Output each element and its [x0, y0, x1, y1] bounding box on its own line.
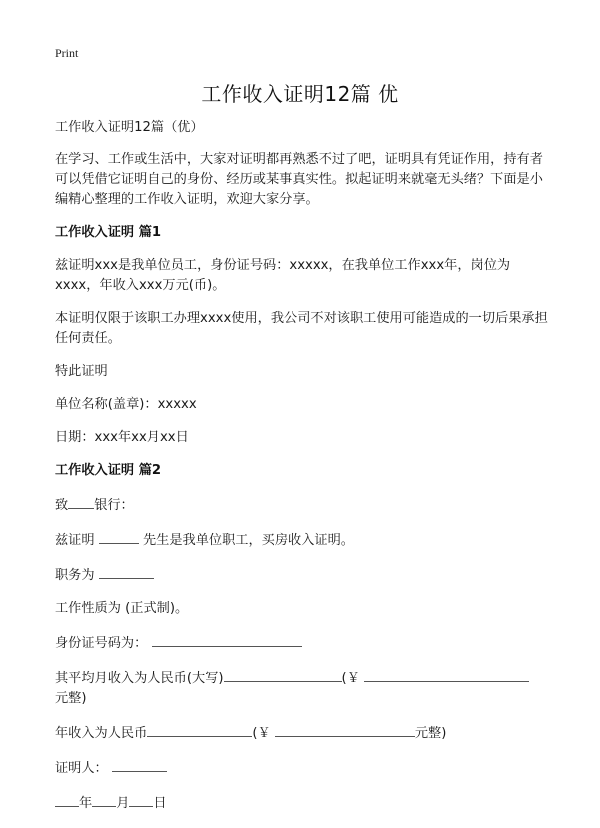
- section2-recipient-line: [55, 494, 550, 516]
- section1-unit-name: 单位名称(盖章)：xxxxx: [55, 397, 197, 412]
- document-body: [55, 118, 550, 827]
- annual-income-words-blank: [147, 722, 252, 737]
- day-blank: [129, 792, 153, 807]
- witness-label: 证明人：: [55, 761, 108, 776]
- month-label: 月: [116, 796, 130, 811]
- intro-paragraph: 在学习、工作或生活中，大家对证明都再熟悉不过了吧，证明具有凭证作用，持有者可以凭借它证明自己的身份、经历或某事真实性。拟起证明来就毫无头绪？下面是小编精心整理的工作收入证明，欢迎大家分享。: [55, 152, 543, 207]
- day-label: 日: [153, 796, 167, 811]
- document-subtitle: 工作收入证明12篇（优）: [55, 120, 204, 135]
- year-label: 年: [79, 796, 93, 811]
- year-blank: [55, 792, 79, 807]
- section2-certify-line: [55, 529, 550, 551]
- section2-id-line: [55, 632, 550, 654]
- print-link[interactable]: Print: [55, 46, 79, 60]
- section2-witness-line: [55, 757, 550, 779]
- bank-name-blank: [68, 494, 94, 509]
- section1-paragraph-2: 本证明仅限于该职工办理xxxx使用，我公司不对该职工使用可能造成的一切后果承担任何责任。: [55, 311, 548, 346]
- position-label: 职务为: [55, 568, 95, 583]
- section1-paragraph-1: 兹证明xxx是我单位员工，身份证号码：xxxxx，在我单位工作xxx年，岗位为xxxx，年收入xxx万元(币)。: [55, 258, 511, 293]
- recipient-prefix: 致: [55, 498, 69, 513]
- monthly-income-words-blank: [224, 667, 342, 682]
- monthly-income-prefix: 其平均月收入为人民币(大写): [55, 671, 224, 686]
- annual-income-figure-blank: [275, 722, 415, 737]
- section1-date: 日期：xxx年xx月xx日: [55, 430, 189, 445]
- section2-date-line: [55, 792, 550, 814]
- month-blank: [92, 792, 116, 807]
- annual-income-prefix: 年收入为人民币: [55, 726, 148, 741]
- section1-heading: 工作收入证明 篇1: [55, 225, 162, 240]
- witness-blank: [112, 757, 167, 772]
- section1-closing: 特此证明: [55, 364, 108, 379]
- section2-monthly-income-line: [55, 667, 550, 709]
- section2-work-nature: 工作性质为 (正式制)。: [55, 601, 189, 616]
- certify-prefix: 兹证明: [55, 533, 95, 548]
- page-title: 工作收入证明12篇 优: [201, 82, 399, 106]
- monthly-income-suffix: 元整): [55, 691, 87, 706]
- position-blank: [99, 564, 154, 579]
- id-number-blank: [152, 632, 302, 647]
- employee-name-blank: [99, 529, 139, 544]
- monthly-yen-open: (￥: [341, 671, 360, 686]
- section2-position-line: [55, 564, 550, 586]
- id-label: 身份证号码为：: [55, 636, 148, 651]
- section2-heading: 工作收入证明 篇2: [55, 463, 162, 478]
- recipient-suffix: 银行：: [94, 498, 134, 513]
- certify-suffix: 先生是我单位职工，买房收入证明。: [142, 533, 354, 548]
- monthly-income-figure-blank: [364, 667, 529, 682]
- section2-annual-income-line: [55, 722, 550, 744]
- annual-yen-open: (￥: [252, 726, 271, 741]
- annual-income-suffix: 元整): [414, 726, 447, 741]
